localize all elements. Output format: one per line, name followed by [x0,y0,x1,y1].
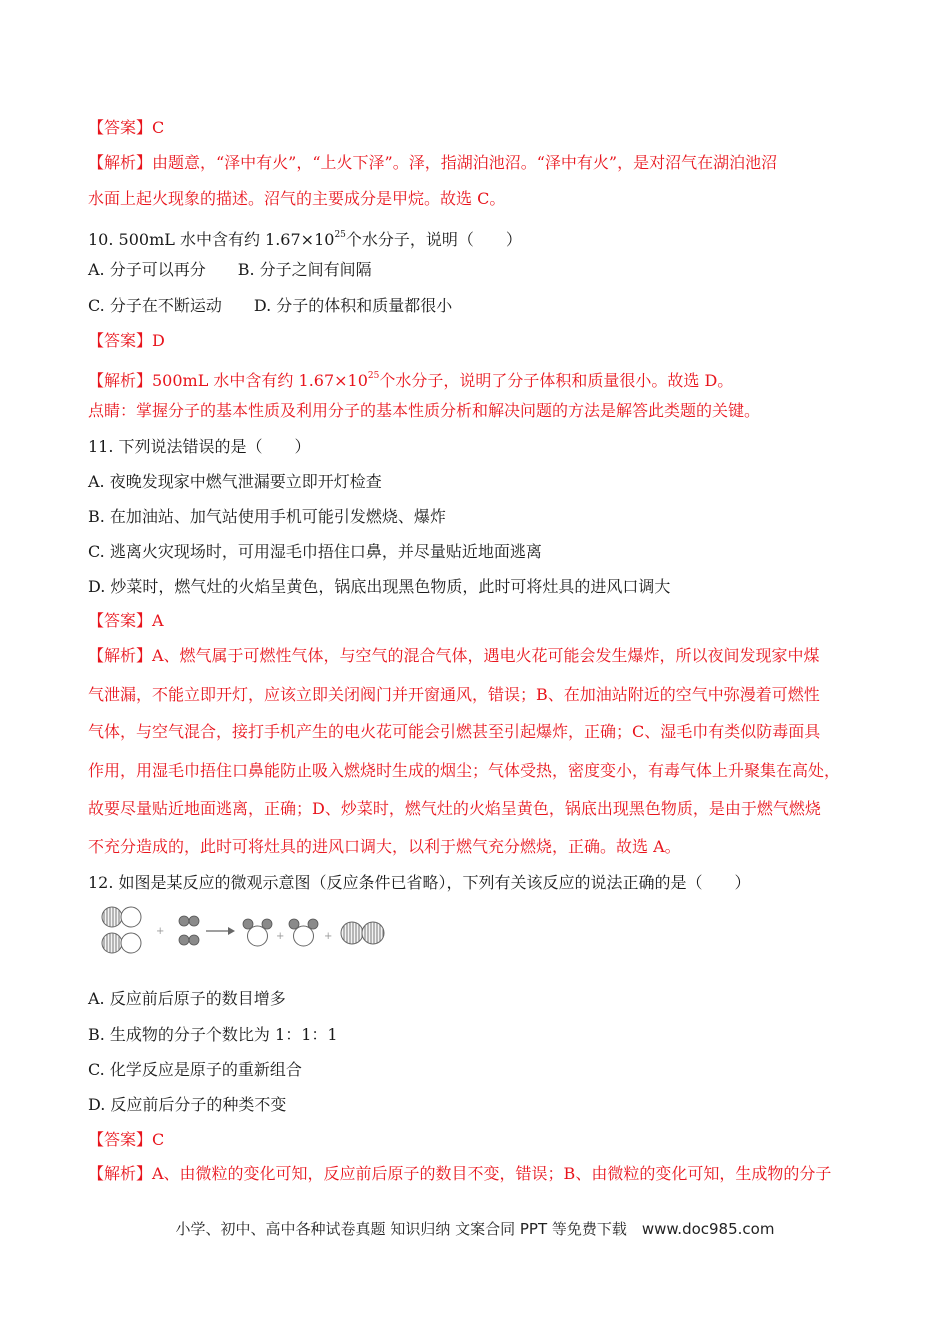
q11-option-a: A. 夜晚发现家中燃气泄漏要立即开灯检查 [88,472,382,491]
plus-sign: + [276,931,285,942]
reactant-molecule-grey-pair [179,935,199,945]
q9-analysis-line-1: 【解析】由题意，“泽中有火”，“上火下泽”。泽，指湖泊池沼。“泽中有火”，是对沼气在湖泊池沼 [88,153,778,172]
q11-analysis-line: 气泄漏，不能立即开灯，应该立即关闭阀门并开窗通风，错误；B、在加油站附近的空气中弥漫着可燃性 [88,685,820,704]
q10-options-ab: A. 分子可以再分 B. 分子之间有间隔 [88,260,372,279]
plus-sign: + [156,926,165,937]
plus-sign: + [324,931,333,942]
product-molecule-hatched-pair [341,922,384,944]
q11-analysis-line: 故要尽量贴近地面逃离，正确；D、炒菜时，燃气灶的火焰呈黄色，锅底出现黑色物质，是由于燃气燃烧 [88,799,821,818]
q10-analysis-part: 【解析】500mL 水中含有约 1.67×10 [88,371,368,390]
page-footer: 小学、初中、高中各种试卷真题 知识归纳 文案合同 PPT 等免费下载 www.doc985.com [175,1220,775,1238]
q10-analysis-exponent: 25 [367,371,380,381]
reactant-molecule-grey-pair [179,916,199,926]
q11-answer: 【答案】A [88,611,164,630]
q12-analysis: 【解析】A、由微粒的变化可知，反应前后原子的数目不变，错误；B、由微粒的变化可知，生成物的分子 [88,1164,832,1183]
q11-analysis-line: 【解析】A、燃气属于可燃性气体，与空气的混合气体，遇电火花可能会发生爆炸，所以夜间发现家中煤 [88,646,820,665]
q9-analysis-line-2: 水面上起火现象的描述。沼气的主要成分是甲烷。故选 C。 [88,189,506,208]
q9-answer: 【答案】C [88,118,165,137]
q11-analysis-line: 不充分造成的，此时可将灶具的进风口调大，以利于燃气充分燃烧，正确。故选 A。 [88,837,681,856]
q12-answer: 【答案】C [88,1130,165,1149]
q11-option-c: C. 逃离火灾现场时，可用湿毛巾捂住口鼻，并尽量贴近地面逃离 [88,542,542,561]
q12-option-c: C. 化学反应是原子的重新组合 [88,1060,302,1079]
q10-stem-part: 个水分子，说明（ ） [345,230,522,249]
q10-stem-part: 10. 500mL 水中含有约 1.67×10 [88,230,335,249]
q11-option-b: B. 在加油站、加气站使用手机可能引发燃烧、爆炸 [88,507,446,526]
reactant-molecule-hatched-white [102,907,141,927]
q10-answer: 【答案】D [88,331,165,350]
q11-analysis-line: 气体，与空气混合，接打手机产生的电火花可能会引燃甚至引起爆炸，正确；C、湿毛巾有类似防毒面具 [88,722,821,741]
product-molecule-grey-white [289,919,318,946]
q12-option-a: A. 反应前后原子的数目增多 [88,989,286,1008]
q10-tip: 点睛：掌握分子的基本性质及利用分子的基本性质分析和解决问题的方法是解答此类题的关键。 [88,401,761,420]
q10-analysis [88,365,733,392]
q12-option-d: D. 反应前后分子的种类不变 [88,1095,287,1114]
q11-analysis-line: 作用，用湿毛巾捂住口鼻能防止吸入燃烧时生成的烟尘；气体受热，密度变小，有毒气体上升聚集在高处， [88,761,841,780]
q10-options-cd: C. 分子在不断运动 D. 分子的体积和质量都很小 [88,296,453,315]
q11-option-d: D. 炒菜时，燃气灶的火焰呈黄色，锅底出现黑色物质，此时可将灶具的进风口调大 [88,577,671,596]
q12-stem: 12. 如图是某反应的微观示意图（反应条件已省略），下列有关该反应的说法正确的是（ ） [88,873,751,892]
q10-stem [88,224,522,251]
reaction-diagram [100,901,420,961]
q10-stem-exponent: 25 [334,230,346,240]
q10-analysis-part: 个水分子，说明了分子体积和质量很小。故选 D。 [379,371,734,390]
q12-option-b: B. 生成物的分子个数比为 1：1：1 [88,1025,338,1044]
reaction-arrow [206,927,235,935]
q11-stem: 11. 下列说法错误的是（ ） [88,437,311,456]
product-molecule-grey-white [243,919,272,946]
reactant-molecule-hatched-white [102,933,141,953]
